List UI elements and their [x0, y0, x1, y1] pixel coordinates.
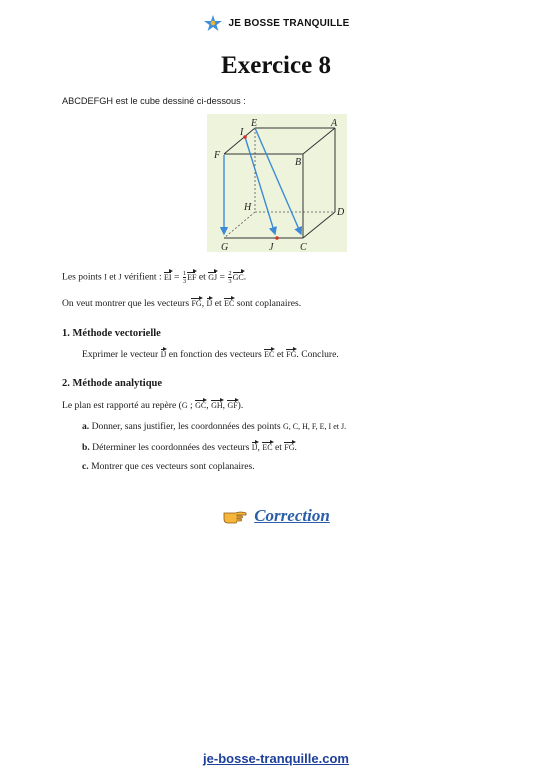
text: vérifient : — [124, 271, 162, 283]
point-j — [275, 236, 279, 240]
question-b-label: b. — [82, 442, 90, 453]
text: Le plan est rapporté au repère ( — [62, 400, 182, 411]
site-link[interactable]: je-bosse-tranquille.com — [203, 751, 349, 766]
comma: , — [222, 400, 226, 411]
points-list: G, C, H, F, E, I et J. — [282, 422, 347, 431]
comma: , — [257, 442, 260, 453]
points-definition — [62, 270, 246, 285]
point-j-name: J — [118, 272, 122, 282]
text: Donner, sans justifier, les coordonnées des points — [91, 421, 281, 432]
page-title: Exercice 8 — [221, 52, 331, 79]
section-2-frame — [62, 399, 243, 411]
point-i — [243, 135, 247, 139]
section-1-title: 1. Méthode vectorielle — [62, 328, 161, 339]
footer — [0, 748, 552, 767]
fraction-one-third — [183, 270, 186, 285]
label-i: I — [240, 127, 244, 138]
denominator: 3 — [182, 278, 187, 285]
vector-gf: GF — [227, 401, 238, 410]
text: Les points — [62, 271, 102, 283]
text: et — [214, 298, 222, 309]
text: sont coplanaires. — [236, 298, 302, 309]
vector-ij: IJ — [251, 443, 258, 452]
text: et — [198, 271, 206, 283]
vector-gc: GC — [232, 272, 244, 282]
text: Exprimer le vecteur — [82, 349, 159, 360]
vector-fg: FG — [286, 350, 297, 359]
brand-name: JE BOSSE TRANQUILLE — [228, 17, 350, 29]
label-g: G — [221, 242, 229, 252]
separator: ; — [187, 400, 193, 411]
text: et — [274, 442, 282, 453]
label-d: D — [337, 207, 345, 218]
equals: = — [174, 271, 180, 283]
text: et — [276, 349, 284, 360]
correction-link[interactable]: Correction — [254, 506, 330, 525]
section-2-title: 2. Méthode analytique — [62, 378, 163, 389]
vector-ij: IJ — [206, 299, 213, 308]
vector-gj: GJ — [208, 272, 218, 282]
cube-diagram — [207, 114, 347, 252]
vector-ij: IJ — [160, 350, 167, 359]
text: On veut montrer que les vecteurs — [62, 298, 190, 309]
site-header — [0, 14, 552, 36]
text: . Conclure. — [296, 349, 339, 360]
point-i-name: I — [104, 272, 107, 282]
origin-g: G — [181, 401, 188, 410]
label-a: A — [331, 118, 338, 129]
label-b: B — [295, 157, 302, 168]
numerator: 2 — [228, 270, 232, 277]
equals: = — [219, 271, 225, 283]
text: ). — [237, 400, 244, 411]
question-a-label: a. — [82, 421, 90, 432]
correction-link-row — [0, 506, 552, 529]
question-a — [82, 421, 346, 432]
vector-ec: EC — [224, 299, 235, 308]
denominator: 3 — [228, 278, 232, 285]
fraction-two-thirds — [228, 270, 231, 285]
question-c-label: c. — [82, 461, 89, 472]
vector-ef: EF — [187, 272, 197, 282]
question-c — [82, 461, 255, 472]
period: . — [294, 442, 297, 453]
pointing-hand-icon — [222, 507, 248, 525]
vector-ec: EC — [262, 443, 273, 452]
numerator: 1 — [182, 270, 187, 277]
label-c: C — [300, 242, 307, 252]
label-j: J — [269, 242, 274, 252]
comma: , — [201, 298, 205, 309]
question-b — [82, 441, 297, 453]
vector-ei: EI — [164, 272, 172, 282]
vector-ec: EC — [264, 350, 275, 359]
goal-statement — [62, 297, 301, 309]
vector-gc: GC — [195, 401, 207, 410]
text: en fonction des vecteurs — [168, 349, 262, 360]
label-e: E — [251, 118, 258, 129]
text: Montrer que ces vecteurs sont coplanaires. — [91, 461, 255, 472]
label-h: H — [244, 202, 252, 213]
vector-fg: FG — [284, 443, 295, 452]
period: . — [243, 271, 247, 283]
label-f: F — [214, 150, 221, 161]
text: et — [109, 271, 117, 283]
brand — [202, 14, 349, 32]
comma: , — [206, 400, 209, 411]
intro-text: ABCDEFGH est le cube dessiné ci-dessous : — [62, 96, 246, 106]
vector-fg: FG — [191, 299, 202, 308]
cube-figure — [207, 114, 347, 252]
vector-gh: GH — [211, 401, 223, 410]
section-1-question — [82, 348, 339, 360]
text: Déterminer les coordonnées des vecteurs — [92, 442, 250, 453]
brand-logo-icon — [202, 14, 224, 32]
